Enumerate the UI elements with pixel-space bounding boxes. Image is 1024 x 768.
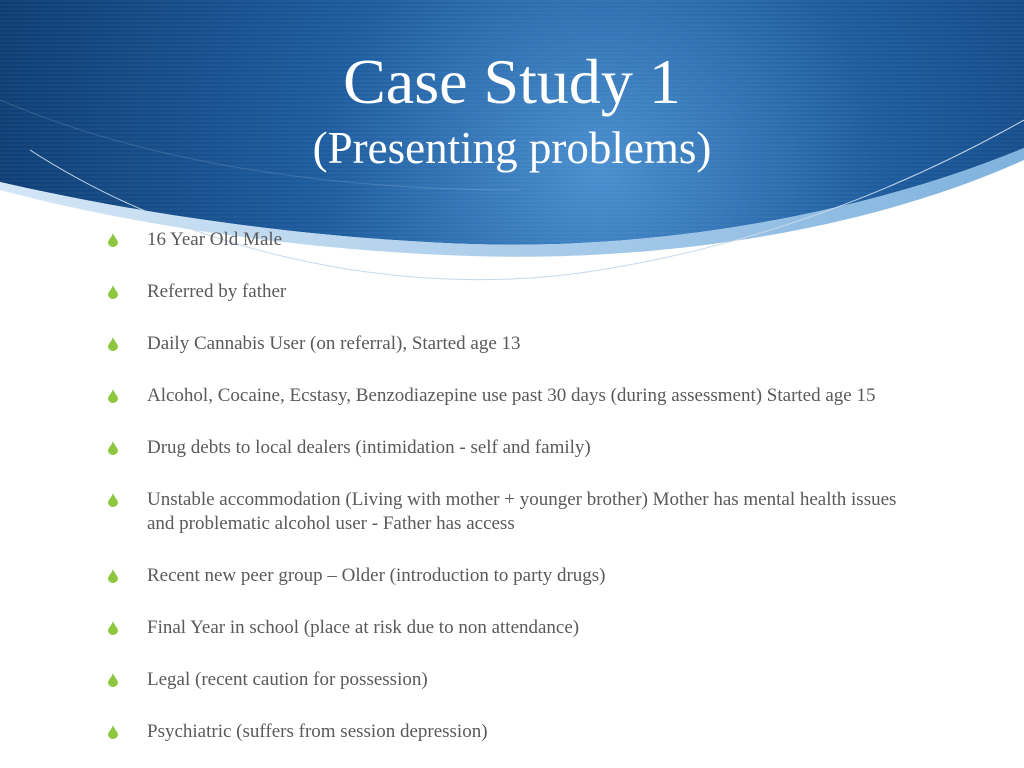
green-droplet-icon (108, 389, 118, 403)
list-item (108, 616, 908, 640)
bullet-text: 16 Year Old Male (147, 229, 283, 250)
list-item (108, 720, 908, 744)
bullet-text: Daily Cannabis User (on referral), Started age 13 (147, 333, 521, 354)
slide-title: Case Study 1 (343, 46, 681, 117)
bullet-text: Unstable accommodation (Living with mother + younger brother) Mother has mental health issues and problematic alcohol user - Father has access (147, 489, 897, 534)
title-block (0, 44, 1024, 176)
green-droplet-icon (108, 725, 118, 739)
bullet-text: Legal (recent caution for possession) (147, 669, 428, 690)
green-droplet-icon (108, 337, 118, 351)
bullet-text: Recent new peer group – Older (introduction to party drugs) (147, 565, 606, 586)
bullet-text: Psychiatric (suffers from session depression) (147, 721, 488, 742)
list-item (108, 564, 908, 588)
bullet-text: Referred by father (147, 281, 287, 302)
list-item (108, 488, 908, 536)
green-droplet-icon (108, 569, 118, 583)
list-item (108, 228, 908, 252)
green-droplet-icon (108, 493, 118, 507)
list-item (108, 384, 908, 408)
slide-subtitle: (Presenting problems) (312, 123, 712, 173)
green-droplet-icon (108, 673, 118, 687)
list-item (108, 668, 908, 692)
green-droplet-icon (108, 621, 118, 635)
list-item (108, 436, 908, 460)
green-droplet-icon (108, 285, 118, 299)
list-item (108, 280, 908, 304)
bullet-list (108, 228, 908, 768)
list-item (108, 332, 908, 356)
bullet-text: Final Year in school (place at risk due to non attendance) (147, 617, 580, 638)
bullet-text: Drug debts to local dealers (intimidation - self and family) (147, 437, 591, 458)
bullet-text: Alcohol, Cocaine, Ecstasy, Benzodiazepine use past 30 days (during assessment) Started age 15 (147, 385, 876, 406)
green-droplet-icon (108, 233, 118, 247)
green-droplet-icon (108, 441, 118, 455)
